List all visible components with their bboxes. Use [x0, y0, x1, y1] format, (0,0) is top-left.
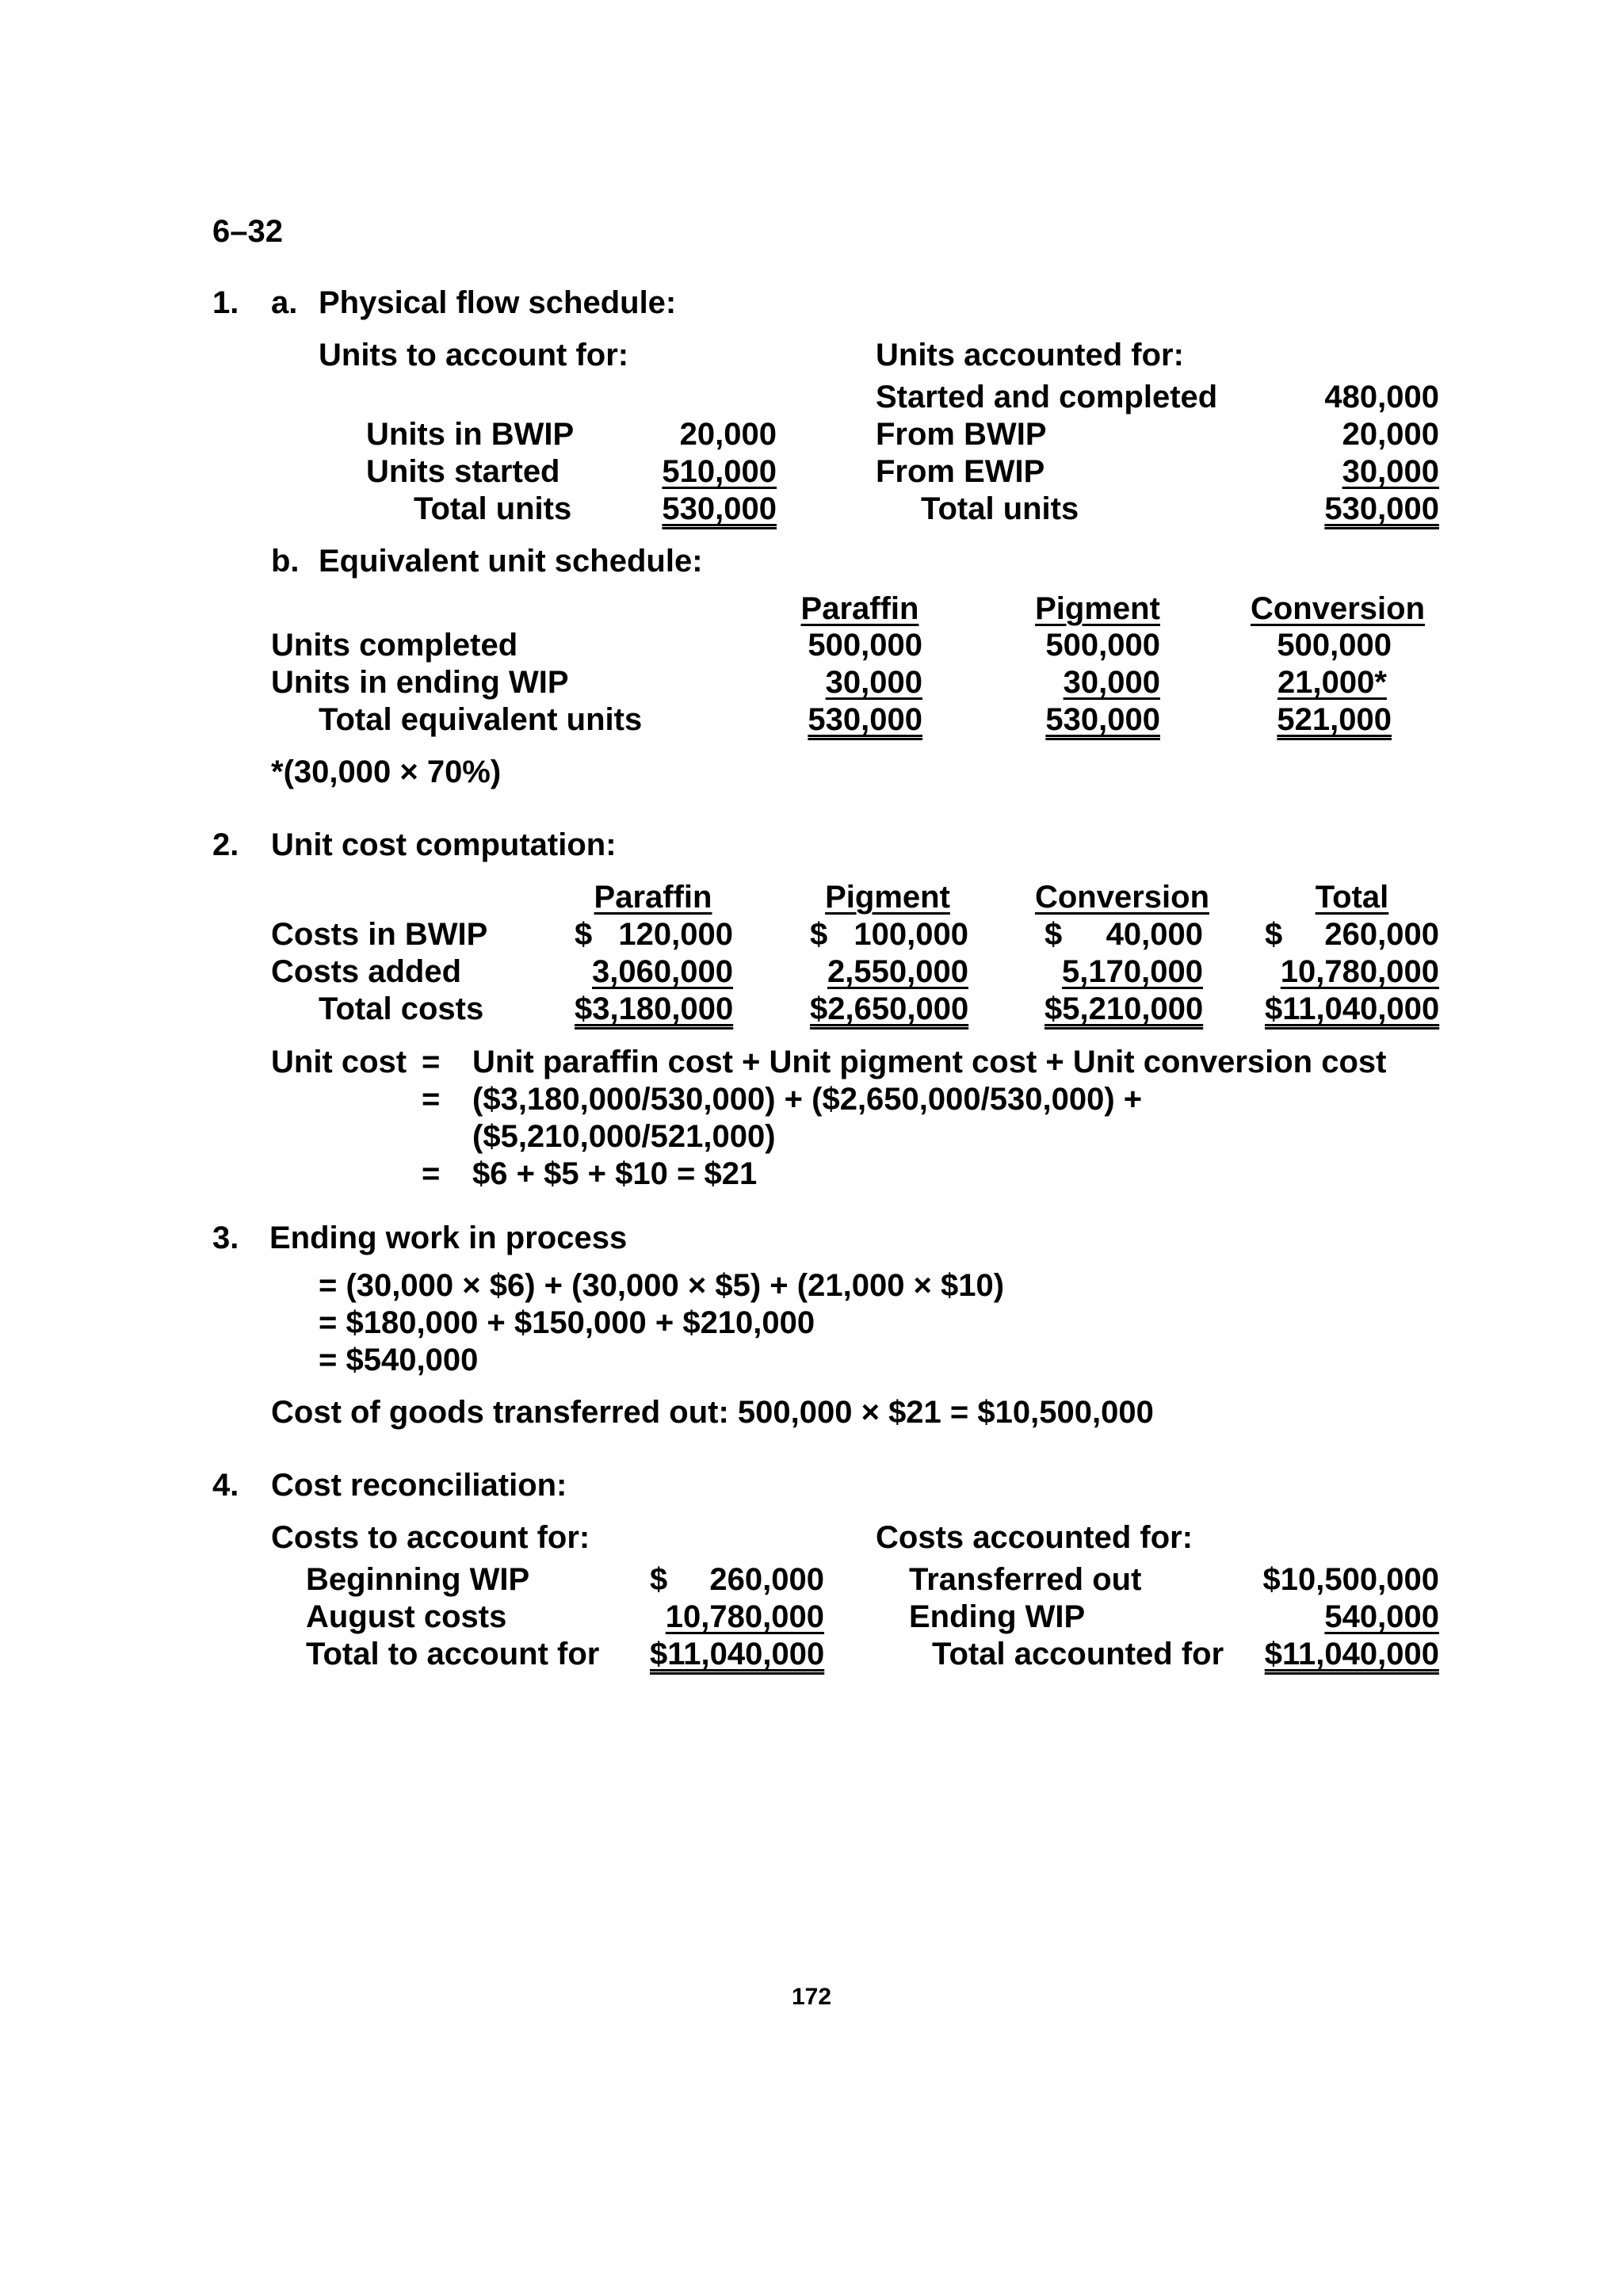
- costs-added-label: Costs added: [271, 954, 462, 989]
- beginning-wip-label: Beginning WIP: [306, 1562, 530, 1597]
- units-ending-wip-pigment: 30,000: [1063, 665, 1160, 700]
- ending-wip-label: Ending WIP: [909, 1599, 1086, 1634]
- part3-title: Ending work in process: [269, 1221, 628, 1255]
- costs-bwip-dollar-1: $: [575, 917, 593, 952]
- costs-bwip-dollar-3: $: [1044, 917, 1063, 952]
- eu-footnote: *(30,000 × 70%): [271, 755, 502, 789]
- total-to-account-value: $11,040,000: [650, 1637, 825, 1671]
- units-completed-conversion: 500,000: [1277, 628, 1392, 663]
- august-costs-label: August costs: [306, 1599, 507, 1634]
- units-bwip-value: 20,000: [679, 417, 777, 452]
- units-to-account-header: Units to account for:: [319, 338, 629, 372]
- units-ending-wip-paraffin: 30,000: [825, 665, 922, 700]
- costs-bwip-label: Costs in BWIP: [271, 917, 488, 952]
- costs-to-account-header: Costs to account for:: [271, 1520, 590, 1555]
- from-ewip-value: 30,000: [1342, 454, 1439, 489]
- total-eu-paraffin: 530,000: [808, 702, 922, 737]
- started-completed-value: 480,000: [1324, 380, 1439, 415]
- total-units-value-right: 530,000: [1324, 491, 1439, 526]
- total-costs-conversion: $5,210,000: [1044, 991, 1204, 1026]
- total-accounted-value: $11,040,000: [1264, 1637, 1439, 1671]
- transferred-out-label: Transferred out: [909, 1562, 1142, 1597]
- uc-col-conversion: Conversion: [1034, 880, 1210, 915]
- part4-title: Cost reconciliation:: [271, 1468, 567, 1503]
- ewip-line-3: = $540,000: [319, 1343, 479, 1377]
- costs-added-pigment: 2,550,000: [827, 954, 968, 989]
- total-eu-pigment: 530,000: [1045, 702, 1160, 737]
- costs-bwip-conversion: 40,000: [1106, 917, 1203, 952]
- unit-cost-line-4: $6 + $5 + $10 = $21: [472, 1156, 758, 1191]
- unit-cost-label: Unit cost: [271, 1045, 407, 1079]
- beginning-wip-dollar: $: [650, 1562, 668, 1597]
- unit-cost-line-2: ($3,180,000/530,000) + ($2,650,000/530,000) +: [472, 1082, 1143, 1117]
- eu-col-paraffin: Paraffin: [800, 591, 919, 626]
- part1-number: 1.: [212, 285, 239, 320]
- costs-added-paraffin: 3,060,000: [592, 954, 733, 989]
- total-costs-label: Total costs: [319, 991, 484, 1026]
- part3-number: 3.: [212, 1221, 239, 1255]
- units-completed-label: Units completed: [271, 628, 518, 663]
- units-accounted-header: Units accounted for:: [876, 338, 1184, 372]
- part1a-title: Physical flow schedule:: [319, 285, 677, 320]
- from-bwip-label: From BWIP: [876, 417, 1047, 452]
- total-units-value-left: 530,000: [662, 491, 777, 526]
- part1a-letter: a.: [271, 285, 298, 320]
- part4-number: 4.: [212, 1468, 239, 1503]
- unit-cost-eq-3: =: [422, 1156, 441, 1191]
- eu-col-conversion: Conversion: [1250, 591, 1426, 626]
- costs-bwip-total: 260,000: [1324, 917, 1439, 952]
- total-costs-pigment: $2,650,000: [810, 991, 969, 1026]
- page-number: 172: [791, 1984, 832, 2010]
- august-costs-value: 10,780,000: [665, 1599, 824, 1634]
- costs-bwip-paraffin: 120,000: [618, 917, 733, 952]
- eu-col-pigment: Pigment: [1035, 591, 1160, 626]
- costs-added-total: 10,780,000: [1280, 954, 1439, 989]
- total-costs-paraffin: $3,180,000: [575, 991, 734, 1026]
- unit-cost-line-1: Unit paraffin cost + Unit pigment cost + Unit conversion cost: [472, 1045, 1387, 1079]
- uc-col-pigment: Pigment: [825, 880, 950, 915]
- part2-number: 2.: [212, 827, 239, 862]
- units-ending-wip-conversion: 21,000*: [1277, 665, 1387, 700]
- costs-bwip-dollar-4: $: [1265, 917, 1283, 952]
- from-bwip-value: 20,000: [1342, 417, 1439, 452]
- ending-wip-value: 540,000: [1324, 1599, 1439, 1634]
- problem-number: 6–32: [212, 214, 283, 249]
- units-ending-wip-label: Units in ending WIP: [271, 665, 569, 700]
- total-units-label-left: Total units: [414, 491, 572, 526]
- beginning-wip-value: 260,000: [709, 1562, 824, 1597]
- costs-bwip-pigment: 100,000: [854, 917, 968, 952]
- unit-cost-eq-2: =: [422, 1082, 441, 1117]
- total-accounted-label: Total accounted for: [932, 1637, 1224, 1671]
- started-completed-label: Started and completed: [876, 380, 1218, 415]
- part1b-letter: b.: [271, 544, 300, 579]
- unit-cost-line-3: ($5,210,000/521,000): [472, 1119, 776, 1154]
- unit-cost-eq-1: =: [422, 1045, 441, 1079]
- units-started-value: 510,000: [662, 454, 777, 489]
- cost-transferred-out: Cost of goods transferred out: 500,000 × $21 = $10,500,000: [271, 1395, 1154, 1430]
- units-bwip-label: Units in BWIP: [366, 417, 575, 452]
- total-eu-conversion: 521,000: [1277, 702, 1392, 737]
- part2-title: Unit cost computation:: [271, 827, 617, 862]
- units-started-label: Units started: [366, 454, 560, 489]
- from-ewip-label: From EWIP: [876, 454, 1045, 489]
- part1b-title: Equivalent unit schedule:: [319, 544, 703, 579]
- ewip-line-2: = $180,000 + $150,000 + $210,000: [319, 1305, 815, 1340]
- costs-accounted-header: Costs accounted for:: [876, 1520, 1193, 1555]
- total-costs-total: $11,040,000: [1265, 991, 1440, 1026]
- transferred-out-value: $10,500,000: [1262, 1562, 1439, 1597]
- uc-col-total: Total: [1315, 880, 1389, 915]
- total-eu-label: Total equivalent units: [319, 702, 643, 737]
- uc-col-paraffin: Paraffin: [594, 880, 712, 915]
- units-completed-pigment: 500,000: [1045, 628, 1160, 663]
- costs-bwip-dollar-2: $: [810, 917, 828, 952]
- costs-added-conversion: 5,170,000: [1062, 954, 1203, 989]
- total-to-account-label: Total to account for: [306, 1637, 600, 1671]
- ewip-line-1: = (30,000 × $6) + (30,000 × $5) + (21,000 × $10): [319, 1268, 1005, 1303]
- total-units-label-right: Total units: [921, 491, 1079, 526]
- units-completed-paraffin: 500,000: [808, 628, 922, 663]
